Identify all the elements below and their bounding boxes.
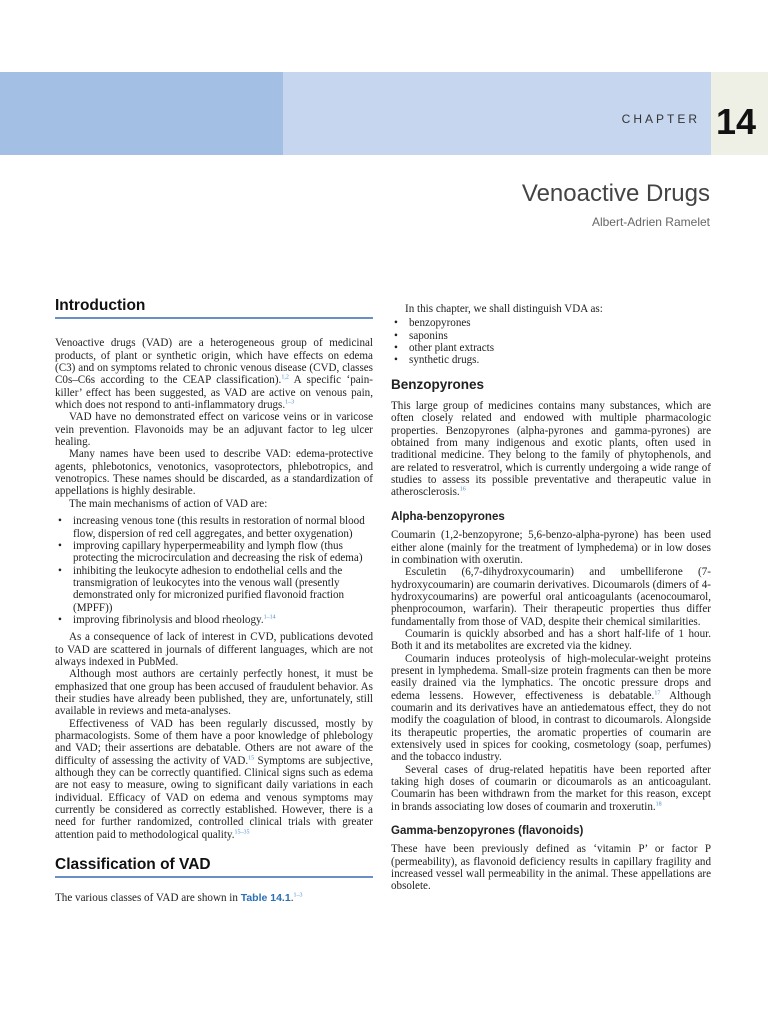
list-item: • increasing venous tone (this results in restoration of normal blood flow, dispersion of red cell aggregates, and better oxygenation) [55,515,373,540]
list-item: • improving fibrinolysis and blood rheology.$^{1-14}$ [55,614,373,626]
intro-paragraph-1: Venoactive drugs (VAD) are a heterogeneous group of medicinal products, of plant or synthetic origin, which have effects on edema (C3) and on symptoms related to chronic venous disease (CVD, classes C0s–C6s according to the CEAP classification).$^{1,2}$ A specific ‘pain-killer’ effect has been suggested, as VAD are active on venous pain, which does not respond to anti-inflammatory drugs.$^{1-3}$ [55,337,374,412]
alpha-paragraph-1: Coumarin (1,2-benzopyrone; 5,6-benzo-alpha-pyrone) has been used either alone (mainly for the treatment of lymphedema) or in low doses in combination with oxerutin. [391,529,711,566]
intro-heading: Introduction [55,300,373,319]
left-column [55,297,374,905]
list-item: • saponins [391,330,711,342]
list-item: • inhibiting the leukocyte adhesion to endothelial cells and the transmigration of leukocytes into the venous wall (presently demonstrated only for micronized purified flavonoid fraction (MPFF)) [55,565,373,614]
list-item: • benzopyrones [391,317,711,329]
intro-paragraph-7: Effectiveness of VAD has been regularly discussed, mostly by pharmacologists. Some of them have a poor knowledge of phlebology and VAD; their assertions are debatable. Others are not aware of the difficulty of assessing the activity of VAD.$^{15}$ Symptoms are subjective, although they can be correctly quantified. Clinical signs such as edema are not easy to measure, owing to significant daily variations in each individual. Efficacy of VAD on edema and venous symptoms may currently be considered as correctly established. However, there is a need for further randomized, controlled clinical trials with greater attention paid to methodological quality.$^{15-35}$ [55,717,373,841]
alpha-benzopyrones-heading: Alpha-benzopyrones [391,510,505,523]
vda-class-list [391,317,711,366]
alpha-paragraph-4: Coumarin induces proteolysis of high-molecular-weight proteins present in lymphedema. Small-size protein fragments can then be more easily drained via the lymphatics. The oncotic pressure drops and edema lessens. However, effectiveness is debatable.$^{17}$ Although coumarin and its derivatives have an antiedematous effect, they do not modify the coagulation of blood, in contrast to dicoumarols. Alongside its therapeutic properties, the aromatic properties of coumarin are extensively used in spices for cooking, cosmetology (soap, perfumes) and the tobacco industry. [391,652,711,764]
intro-paragraph-4: The main mechanisms of action of VAD are: [69,497,268,510]
intro-paragraph-2: VAD have no demonstrated effect on varicose veins or in varicose vein prevention. Flavonoids may be an adjuvant factor to leg ulcer healing. [55,411,373,449]
classification-heading: Classification of VAD [55,859,373,878]
classification-paragraph: The various classes of VAD are shown in Table 14.1.$^{1-3}$ [55,892,303,905]
benzopyrones-heading: Benzopyrones [391,376,485,392]
list-item: • other plant extracts [391,342,711,354]
alpha-paragraph-2: Esculetin (6,7-dihydroxycoumarin) and umbelliferone (7-hydroxycoumarin) are coumarin derivatives. Dicoumarols (dimers of 4-hydroxycoumarins) are powerful oral anticoagulants (acenocoumarol, phenprocoumon, warfarin). Their therapeutic properties thus differ fundamentally from those of VAD, despite their chemical similarities. [391,566,711,628]
vda-intro: In this chapter, we shall distinguish VDA as: [405,303,603,315]
right-column [391,303,711,893]
gamma-benzopyrones-heading: Gamma-benzopyrones (flavonoids) [391,825,584,838]
alpha-paragraph-5: Several cases of drug-related hepatitis have been reported after taking high doses of coumarin or dicoumarols as an anticoagulant. Coumarin has been withdrawn from the market for this reason, except in brands associating low doses of coumarin and troxerutin.$^{18}$ [391,763,711,813]
chapter-title: Venoactive Drugs [521,180,710,207]
chapter-author: Albert-Adrien Ramelet [591,215,710,229]
table-link[interactable]: Table 14.1 [240,892,291,905]
intro-paragraph-5: As a consequence of lack of interest in CVD, publications devoted to VAD are scattered in journals of different languages, which are not always indexed in PubMed. [55,631,373,668]
chapter-banner-left [0,72,283,155]
intro-paragraph-6: Although most authors are certainly perfectly honest, it must be emphasized that one group has been accused of fraudulent behavior. As their studies have already been published, they are, unfortunately, still available in reviews and meta-analyses. [55,668,373,718]
chapter-number: 14 [716,101,757,142]
benzopyrones-paragraph: This large group of medicines contains many substances, which are often closely related and endowed with multiple pharmacologic properties. Benzopyrones (alpha-pyrones and gamma-pyrones) are obtained from many indigenous and exotic plants, often used in traditional medicine. They belong to the family of phytophenols, and are related to resveratrol, which is currently undergoing a wide range of studies to assess its possible preventative and therapeutic value in atherosclerosis.$^{16}$ [391,400,711,499]
list-item: • improving capillary hyperpermeability and lymph flow (thus protecting the microcirculation and decreasing the risk of edema) [55,540,373,565]
mechanisms-list [55,515,373,626]
alpha-paragraph-3: Coumarin is quickly absorbed and has a short half-life of 1 hour. Both it and its metabolites are excreted via the kidney. [391,627,711,653]
intro-paragraph-3: Many names have been used to describe VAD: edema-protective agents, phlebotonics, venotonics, vasoprotectors, phlebotropics, and venotropics. These names should be discarded, as a standardization of appellations is highly desirable. [55,448,373,498]
gamma-paragraph: These have been previously defined as ‘vitamin P’ or factor P (permeability), as flavonoid deficiency results in capillary fragility and increased vessel wall permeability in the animal. These appellations are obsolete. [391,843,711,893]
list-item: • synthetic drugs. [391,354,711,366]
chapter-label: CHAPTER [621,112,700,126]
